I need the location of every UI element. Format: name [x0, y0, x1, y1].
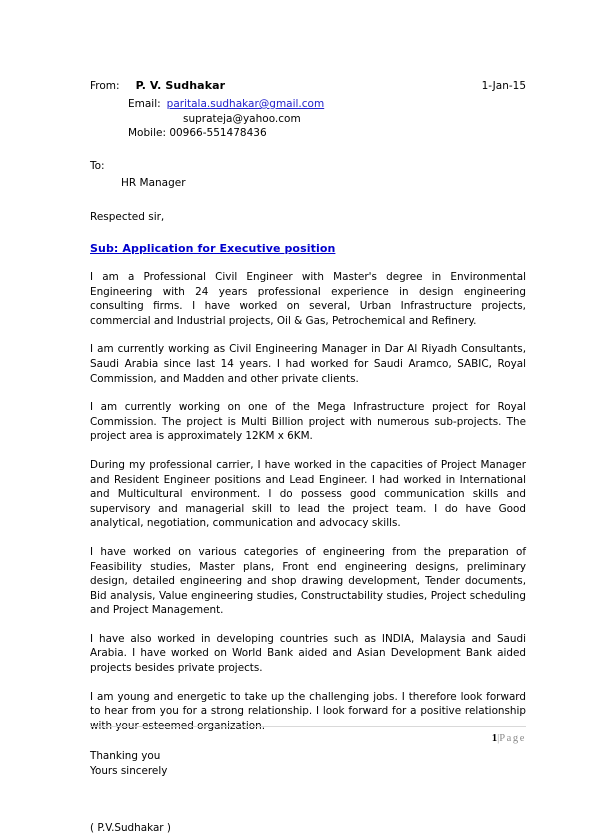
email-secondary: suprateja@yahoo.com: [183, 113, 301, 125]
email-link-primary[interactable]: paritala.sudhakar@gmail.com: [166, 98, 325, 110]
closing-thanking: Thanking you: [90, 750, 161, 763]
footer-page-word: Page: [499, 733, 526, 744]
mobile-row: Mobile: 00966-551478436: [128, 127, 267, 139]
sender-name: P. V. Sudhakar: [135, 79, 226, 92]
paragraph: I am currently working as Civil Engineering Manager in Dar Al Riyadh Consultants, Saudi Arabia since last 14 years. I had worked for Saudi Aramco, SABIC, Royal Commission, and Madden and other private clients.: [90, 343, 526, 385]
paragraph: During my professional carrier, I have worked in the capacities of Project Manager and Resident Engineer positions and Lead Engineer. I had worked in International and Multicultural environment. I do possess good communication skills and supervisory and managerial skill to lead the project team. I do have Good analytical, negotiation, communication and advocacy skills.: [90, 458, 526, 530]
paragraph: I have worked on various categories of engineering from the preparation of Feasibility studies, Master plans, Front end engineering designs, preliminary design, detailed engineering and shop drawing development, Tender documents, Bid analysis, Value engineering studies, Constructability studies, Project scheduling and Project Management.: [90, 545, 526, 617]
from-row: [90, 78, 526, 94]
to-label: To:: [90, 160, 105, 172]
email-row: [90, 97, 526, 112]
subject-line-wrap: [90, 225, 526, 256]
letter-date: 1-Jan-15: [481, 80, 526, 92]
paragraph: I am a Professional Civil Engineer with Master's degree in Environmental Engineering with 24 years professional experience in design engineering consulting firms. I have worked on several, Urban Infrastructure projects, commercial and Industrial projects, Oil & Gas, Petrochemical and Refinery.: [90, 271, 526, 327]
signature-name: ( P.V.Sudhakar ): [90, 821, 171, 834]
subject-line: Sub: Application for Executive position: [90, 242, 336, 255]
footer-page-indicator: [90, 733, 526, 744]
paragraph: I am young and energetic to take up the challenging jobs. I therefore look forward to hear from you for a strong relationship. I look forward for a positive relationship with your esteemed organization.: [90, 690, 526, 732]
paragraphs-container: [90, 270, 526, 733]
to-recipient: HR Manager: [121, 177, 186, 189]
email-label: Email:: [128, 98, 161, 110]
salutation: Respected sir,: [90, 211, 165, 223]
closing-yours-sincerely: Yours sincerely: [90, 765, 168, 778]
footer-separator: |: [497, 733, 500, 744]
paragraph: I have also worked in developing countries such as INDIA, Malaysia and Saudi Arabia. I have worked on World Bank aided and Asian Development Bank aided projects besides private projects.: [90, 632, 526, 675]
page-footer: [90, 726, 526, 744]
footer-divider: [90, 726, 526, 727]
letter-body: [90, 78, 526, 835]
paragraph: I am currently working on one of the Mega Infrastructure project for Royal Commission. The project is Multi Billion project with numerous sub-projects. The project area is approximately 12KM x 6KM.: [90, 401, 526, 443]
from-label: From:: [90, 80, 120, 92]
footer-page-number: 1: [491, 733, 498, 744]
